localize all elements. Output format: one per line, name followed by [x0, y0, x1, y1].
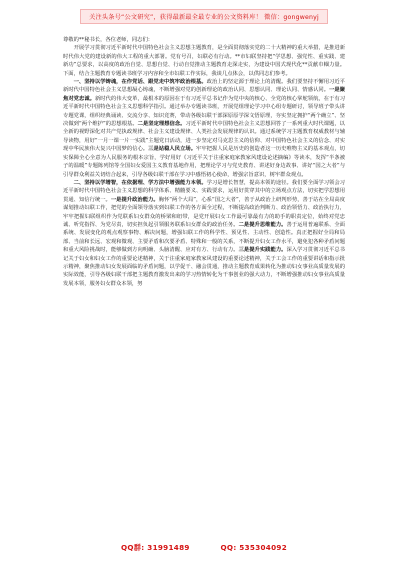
section-1-point-2-text: 习近平新时代中国特色社会主义思想回答了一系列重大时代课题，以全新的视野深化对共产党执政规律、社会主义建设规律、人类社会发展规律的认识。通过系统学习主题教育权威教材与辅导读物，用好“一月一课一片一实践”主题党日活动，进一步坚定对马克思主义的信仰、对中国特色社会主义的信念、对实现中华民族伟大复兴中国梦的信心。 — [63, 121, 345, 153]
section-2-point-1-text: 胸怀“两个大局”，心系“国之大者”，善于从政治上研判形势，善于站在全局高度谋划推动妇联工作，把党的全面领导落实到妇联工作的各方面全过程，不断提高政治判断力、政治领悟力、政治执行力，牢牢把握妇联组织作为党联系妇女群众的桥梁和纽带，是党开展妇女工作最可靠最有力的助手的职责定位，始终对党忠诚、听党指挥、为党尽责，切实担负起引领服务联系妇女群众的政治任务。 — [63, 196, 345, 228]
contact-footer — [0, 543, 408, 553]
section-2-paragraph — [63, 179, 345, 288]
section-2-point-2-heading: 二是提升思维能力。 — [238, 221, 287, 228]
section-1-paragraph — [63, 78, 345, 179]
qq-label: QQ: 535304092 — [220, 543, 288, 552]
section-1-point-1-text: 新时代的伟大变革，最根本的原因在于有习近平总书记作为党中央的核心、全党的核心掌舵领航，在于有习近平新时代中国特色社会主义思想科学指引。通过举办专题读书班，开展党组理论学习中心组专题研讨，领导班子带头讲专题党课，组织经典诵读、交流分享、知识竞赛，带动各级妇联干部深原原学深文悟原理，夯实坚定拥护“两个确立”、坚决做到“两个维护”的思想根基。 — [63, 95, 345, 128]
promo-banner — [0, 6, 408, 26]
section-2-point-2-text: 善于运用普遍联系、全面系统、发展变化的观点观察事物、解决问题，增强妇联工作的科学性、预见性、主动性、创造性。真正把握好全局和局部、当前和长远、宏观和微观、主要矛盾和次要矛盾、特殊和一般的关系，不断提升妇女工作水平，避免犯各种矛盾问题和重大风险挑战时，能够做到方向明确、头脑清醒、应对有方、行动有力。 — [63, 221, 345, 254]
section-1-text: 政治上的坚定源于理论上的清醒。我们要坚持不懈用习近平新时代中国特色社会主义思想凝心铸魂，不断增强对党的创新理论的政治认同、思想认同、理论认同、情感认同。 — [63, 79, 345, 94]
qq-group-label: QQ群: 31991489 — [120, 543, 190, 552]
promo-banner-text: 关注头条号“公文研究”，获得最新最全最专业的公文资料库！ 微信：gongwenyj — [80, 9, 328, 24]
section-1-point-3-heading: 三是站稳人民立场。 — [148, 146, 197, 153]
section-2-heading: 二、坚持以学增智，在依据理、学方法中增强能力本领。 — [73, 179, 207, 186]
section-1-point-3-text: 牢牢把握人民是历史的创造者这一历史唯物主义的基本观点，切实保障全心全意为人民服务的根本宗旨，学好用好《习近平关于注重家庭家教家风建设论述摘编》等读本，发挥“半条被子的温暖”专题陈列馆等全国妇女爱国主义教育基地作用，把理论学习与党史教育、讲述好身边故事、讲好“国之大者”与引导群众利益关切结合起来，引导各级妇联干部在学习中感悟初心使命，增强宗旨意识，树牢群众观点。 — [63, 146, 345, 178]
intro-paragraph: 开展学习贯彻习近平新时代中国特色社会主义思想主题教育，是全面贯彻落实党的二十大精神的重大举措，是推进新时代伟大党的建设新的伟大工程的重大部署。党有号召，妇联必有行动。**市妇联坚持把“学思想、强党性、重实践、建新功”总要求，以高度的政治自觉、思想自觉、行动自觉推动主题教育走深走实，为建设中国式现代化**贡献巾帼力量。下面，结合主题教育专题读书班学习内容和全市妇联工作实际，我谈几点体会，以供同志们参考。 — [63, 45, 345, 77]
section-2-point-3-text: 深入学习贯彻习近平总书记关于妇女和妇女工作的重要论述精神，关于注重家庭家教家风建设的重要论述精神，关于工会工作的重要讲话和指示批示精神，聚焦推动妇女发展面临的矛盾问题，以学促干、融会贯通，推动主题教育成果转化为推动妇女事业高质量发展的实际效能，引导各级妇联干部把主题教育激发出来的学习热情转化为干事创业的强大动力，不断增强推动妇女事业高质量发展本领，服务妇女群众本领，努 — [63, 247, 345, 287]
document-body — [63, 36, 345, 536]
section-2-text: 学习是增长智慧，提高本领的途径。我们要全面学习领会习近平新时代中国特色社会主义思想的科学体系、精髓要义、实践要求，运用好贯穿其中的立场观点方法，切实把学思想用贯通、知信行统一。 — [63, 179, 345, 203]
section-2-point-3-heading: 三是提升实践能力。 — [238, 247, 287, 254]
section-1-point-1-heading: 一是聚焦对党忠诚。 — [63, 87, 345, 102]
greeting: 尊敬的**秘书长，各位老师，同志们： — [63, 37, 154, 43]
section-1-point-2-heading: 二是坚定理想信念。 — [137, 121, 186, 128]
section-2-point-1-heading: 一是提升政治能力。 — [110, 196, 159, 203]
section-1-heading: 一、坚持以学铸魂，在作党话、跟党走中筑牢政治根基。 — [73, 79, 207, 86]
